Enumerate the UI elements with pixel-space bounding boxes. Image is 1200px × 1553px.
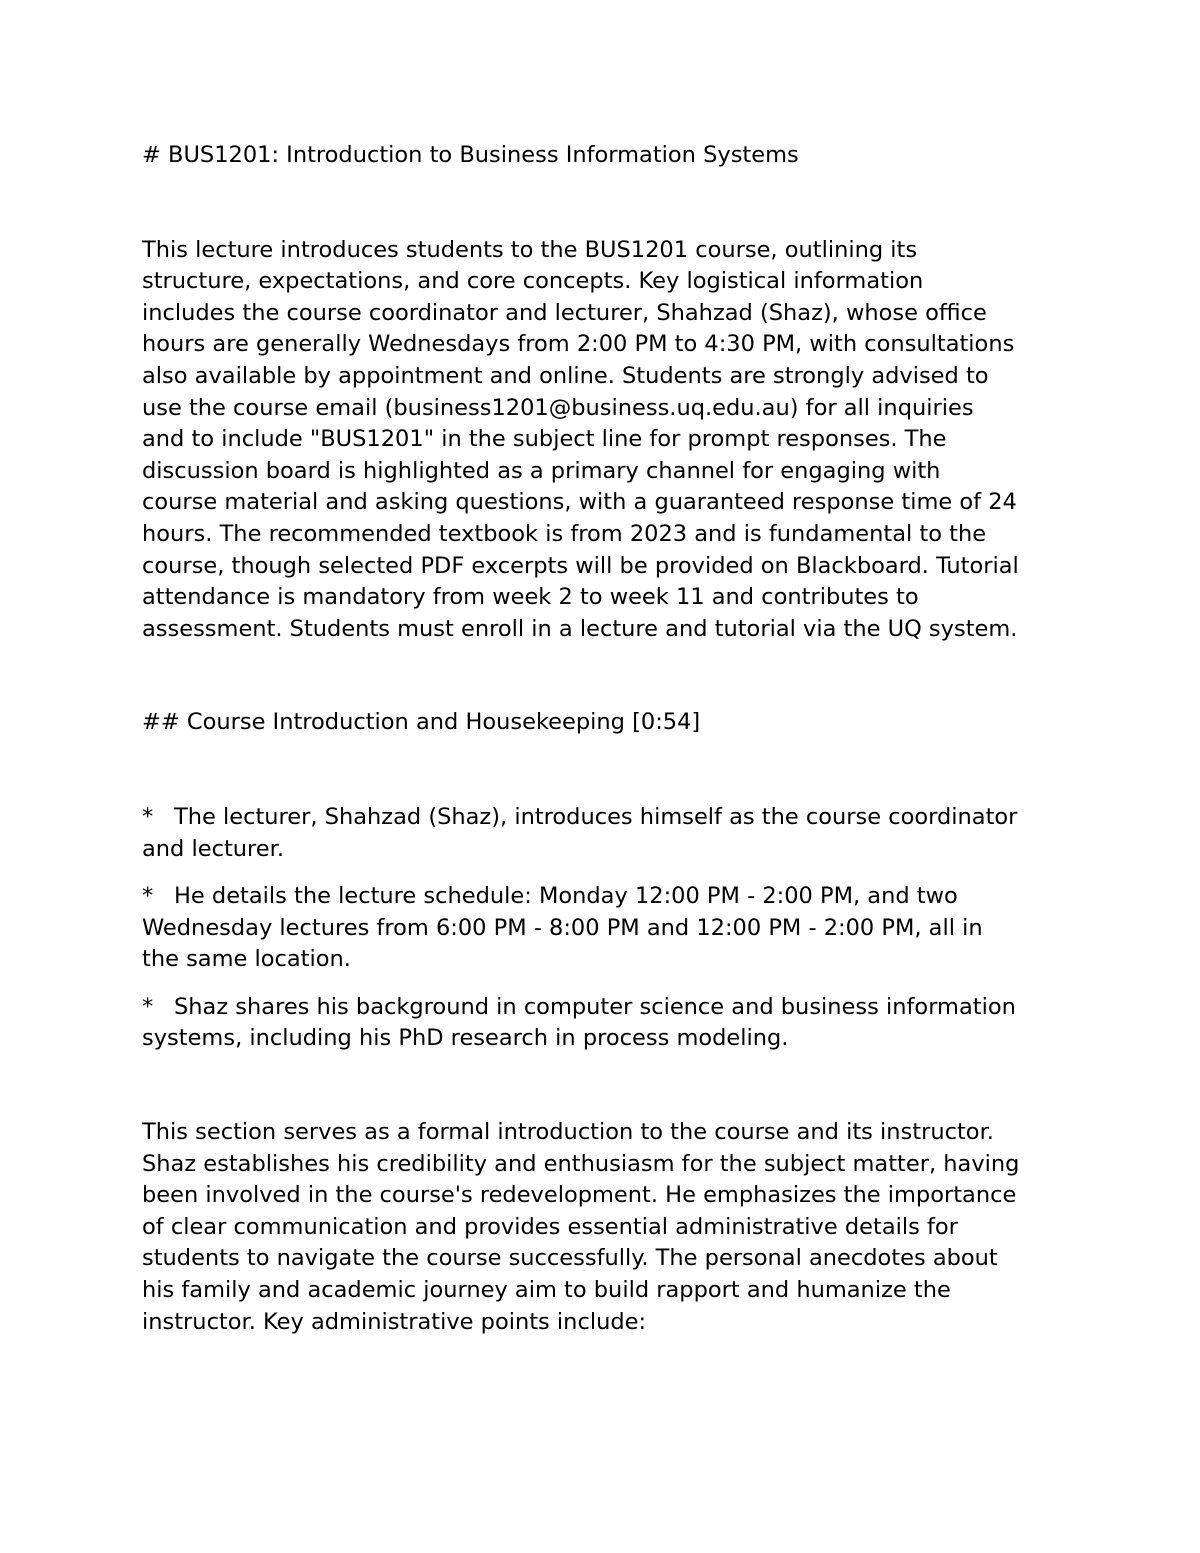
paragraph-line: been involved in the course's redevelopment. He emphasizes the importance <box>142 1182 1017 1209</box>
paragraph-line: discussion board is highlighted as a primary channel for engaging with <box>142 457 941 484</box>
bullet-line <box>142 881 1072 913</box>
bullet-line: systems, including his PhD research in process modeling. <box>142 1025 789 1052</box>
bullet-item <box>142 802 1072 865</box>
bullet-text: Shaz shares his background in computer science and business information <box>174 993 1016 1020</box>
bullet-line: the same location. <box>142 946 351 973</box>
bullet-marker: * <box>142 803 154 830</box>
bullet-item <box>142 992 1072 1055</box>
bullet-line <box>142 992 1072 1024</box>
paragraph-line: includes the course coordinator and lecturer, Shahzad (Shaz), whose office <box>142 299 987 326</box>
section-heading: ## Course Introduction and Housekeeping [0:54] <box>142 709 701 736</box>
summary-paragraph <box>142 1117 1072 1338</box>
bullet-line: and lecturer. <box>142 835 284 862</box>
paragraph-line: his family and academic journey aim to build rapport and humanize the <box>142 1277 951 1304</box>
intro-paragraph <box>142 235 1072 646</box>
paragraph-line: hours are generally Wednesdays from 2:00 PM to 4:30 PM, with consultations <box>142 331 1015 358</box>
bullet-marker: * <box>142 993 154 1020</box>
bullet-marker: * <box>142 883 154 910</box>
paragraph-line: instructor. Key administrative points include: <box>142 1308 647 1335</box>
bullet-text: The lecturer, Shahzad (Shaz), introduces himself as the course coordinator <box>174 803 1018 830</box>
bullet-text: He details the lecture schedule: Monday 12:00 PM - 2:00 PM, and two <box>174 883 958 910</box>
document-page <box>142 140 1072 1400</box>
paragraph-line: hours. The recommended textbook is from 2023 and is fundamental to the <box>142 520 987 547</box>
paragraph-line: attendance is mandatory from week 2 to week 11 and contributes to <box>142 584 919 611</box>
paragraph-line: Shaz establishes his credibility and enthusiasm for the subject matter, having <box>142 1150 1020 1177</box>
paragraph-line: structure, expectations, and core concepts. Key logistical information <box>142 268 924 295</box>
paragraph-line: also available by appointment and online. Students are strongly advised to <box>142 362 989 389</box>
paragraph-line: use the course email (business1201@business.uq.edu.au) for all inquiries <box>142 394 974 421</box>
paragraph-line: This lecture introduces students to the BUS1201 course, outlining its <box>142 236 918 263</box>
paragraph-line: assessment. Students must enroll in a lecture and tutorial via the UQ system. <box>142 615 1018 642</box>
paragraph-line: students to navigate the course successfully. The personal anecdotes about <box>142 1245 998 1272</box>
paragraph-line: This section serves as a formal introduction to the course and its instructor. <box>142 1119 994 1146</box>
paragraph-line: and to include "BUS1201" in the subject line for prompt responses. The <box>142 426 947 453</box>
bullet-line <box>142 802 1072 834</box>
paragraph-line: of clear communication and provides essential administrative details for <box>142 1213 958 1240</box>
bullet-line: Wednesday lectures from 6:00 PM - 8:00 PM and 12:00 PM - 2:00 PM, all in <box>142 914 983 941</box>
paragraph-line: course material and asking questions, with a guaranteed response time of 24 <box>142 489 1017 516</box>
paragraph-line: course, though selected PDF excerpts will be provided on Blackboard. Tutorial <box>142 552 1019 579</box>
bullet-item <box>142 881 1072 976</box>
document-heading: # BUS1201: Introduction to Business Information Systems <box>142 142 799 168</box>
